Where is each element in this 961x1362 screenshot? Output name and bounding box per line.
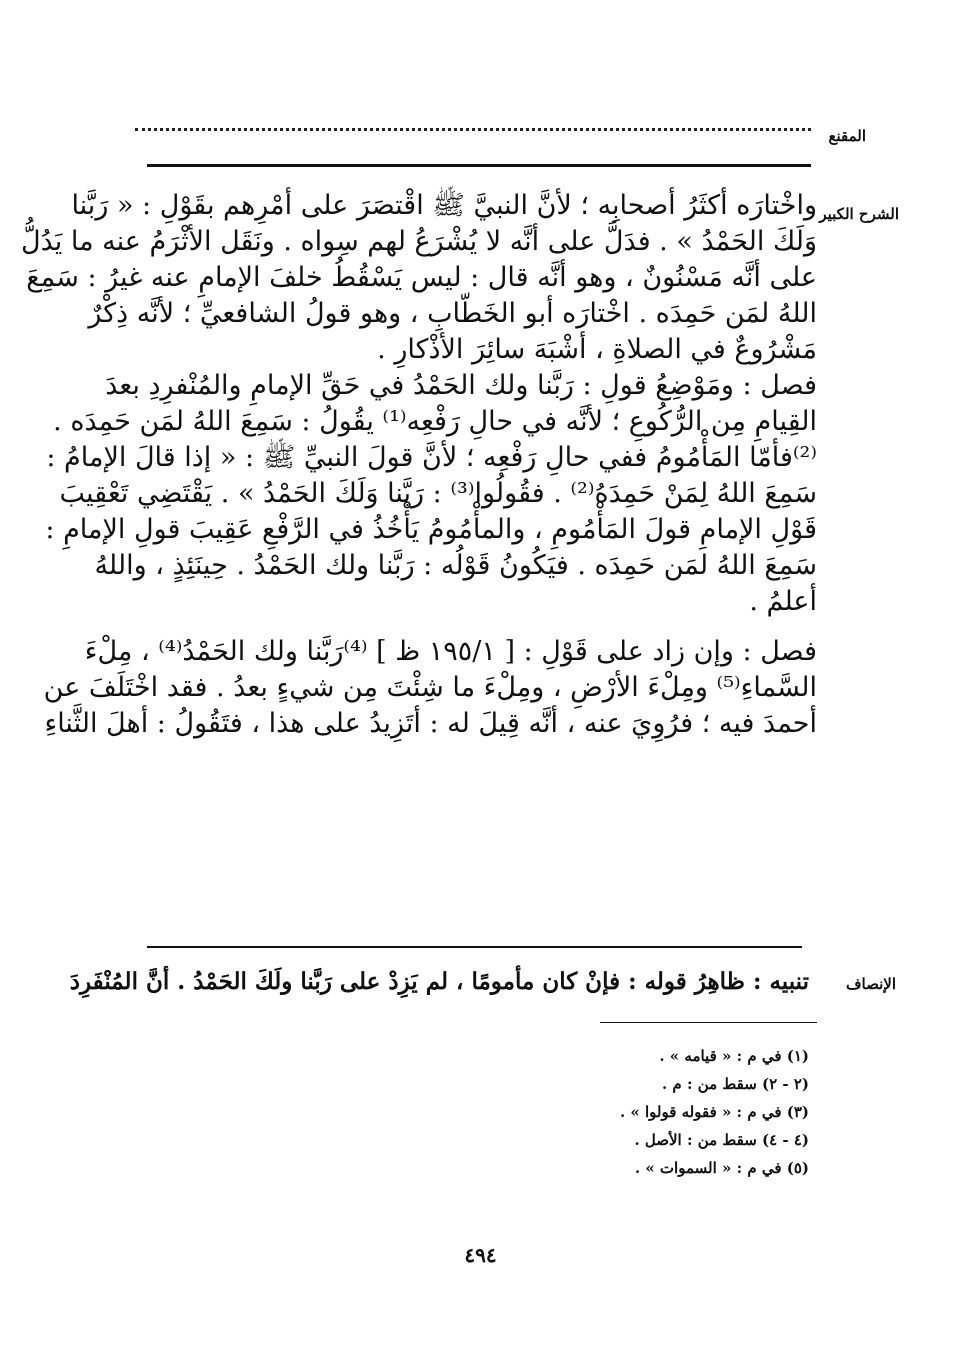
text-line: القِيامِ مِن الرُّكُوعِ ؛ لأنَّه في حالِ رَفْعِه⁽¹⁾ يقُولُ : سَمِعَ اللهُ لمَن حَمِدَه . [53, 406, 817, 437]
text-line: مَشْرُوعٌ في الصلاةِ ، أشْبَهَ سائِرَ الأذْكارِ . [377, 334, 817, 365]
margin-label-insaf: الإنصاف [845, 975, 896, 993]
footnote: (٢ - ٢) سقط من : م . [661, 1075, 809, 1093]
text-line: سَمِعَ اللهُ لمَن حَمِدَه . فيَكُونُ قَوْلُه : رَبَّنا ولك الحَمْدُ . حِينَئِذٍ ، واللهُ [94, 550, 817, 581]
text-line: قَوْلِ الإمامِ قولَ المَأْمُومِ ، والمأْمُومُ يَأْخُذُ في الرَّفْعِ عَقِيبَ قولِ الإمامِ : [45, 514, 817, 545]
footnote-rule [600, 1022, 817, 1023]
header-rule [147, 164, 811, 167]
text-line: أعلمُ . [749, 586, 817, 617]
text-line: واخْتارَه أكثَرُ أصحابِه ؛ لأنَّ النبيَّ ﷺ اقْتصَرَ على أمْرِهم بقَوْلِ : « رَبَّنا [71, 190, 817, 221]
text-line: سَمِعَ اللهُ لِمَنْ حَمِدَهُ⁽²⁾ . فقُولُوا⁽³⁾ : رَبَّنا وَلَكَ الحَمْدُ » . يَقْتَضِي تَعْقِيبَ [59, 478, 817, 509]
text-line: فصل : ومَوْضِعُ قولِ : رَبَّنا ولك الحَمْدُ في حَقِّ الإمامِ والمُنْفرِدِ بعدَ [105, 370, 817, 401]
text-line: السَّماءِ⁽⁵⁾ ومِلْءَ الأرْضِ ، ومِلْءَ ما شِئْتَ مِن شيءٍ بعدُ . فقد اخْتَلَفَ عن [43, 672, 817, 703]
footnote: (٤ - ٤) سقط من : الأصل . [634, 1131, 809, 1149]
header-dotted-rule [135, 128, 811, 139]
page-number: ٤٩٤ [464, 1243, 497, 1267]
text-line: اللهُ لمَن حَمِدَه . اخْتارَه أبو الخَطّابِ ، وهو قولُ الشافعيِّ ؛ لأنَّه ذِكْرٌ [88, 298, 817, 329]
text-line: على أنَّه مَسْنُونٌ ، وهو أنَّه قال : ليس يَسْقُطُ خلفَ الإمامِ عنه غيرُ : سَمِعَ [26, 262, 817, 293]
text-line: ⁽²⁾فأمّا المَأْمُومُ ففي حالِ رَفْعِه ؛ لأنَّ قولَ النبيِّ ﷺ : « إذا قالَ الإمامُ : [46, 442, 817, 473]
margin-label-sharh: الشرح الكبير [819, 205, 899, 223]
text-line: فصل : وإن زاد على قَوْلِ : [ ١٩٥/١ ظ ] ⁽⁴⁾رَبَّنا ولك الحَمْدُ⁽⁴⁾ ، مِلْءَ [84, 636, 817, 667]
section-divider [147, 946, 802, 948]
text-line: وَلَكَ الحَمْدُ » . فدَلَّ على أنَّه لا يُشْرَعُ لهم سِواه . ونَقَل الأثْرَمُ عنه ما يَدُلُّ [21, 226, 817, 257]
text-line: أحمدَ فيه ؛ فرُوِيَ عنه ، أنَّه قِيلَ له : أتَزِيدُ على هذا ، فتَقُولُ : أهلَ الثَّناءِ [44, 708, 817, 739]
footnote: (٣) في م : « فقوله قولوا » . [619, 1103, 809, 1121]
main-text-block [21, 188, 817, 742]
page-header-title: المقنع [828, 127, 866, 145]
footnotes [449, 1042, 809, 1182]
insaf-text: تنبيه : ظاهِرُ قوله : فإنْ كان مأمومًا ، لم يَزِدْ على رَبَّنا ولَكَ الحَمْدُ . أنَّ المُنْفَرِدَ [69, 968, 809, 995]
footnote: (٥) في م : « السموات » . [634, 1159, 809, 1177]
footnote: (١) في م : « قيامه » . [659, 1047, 809, 1065]
